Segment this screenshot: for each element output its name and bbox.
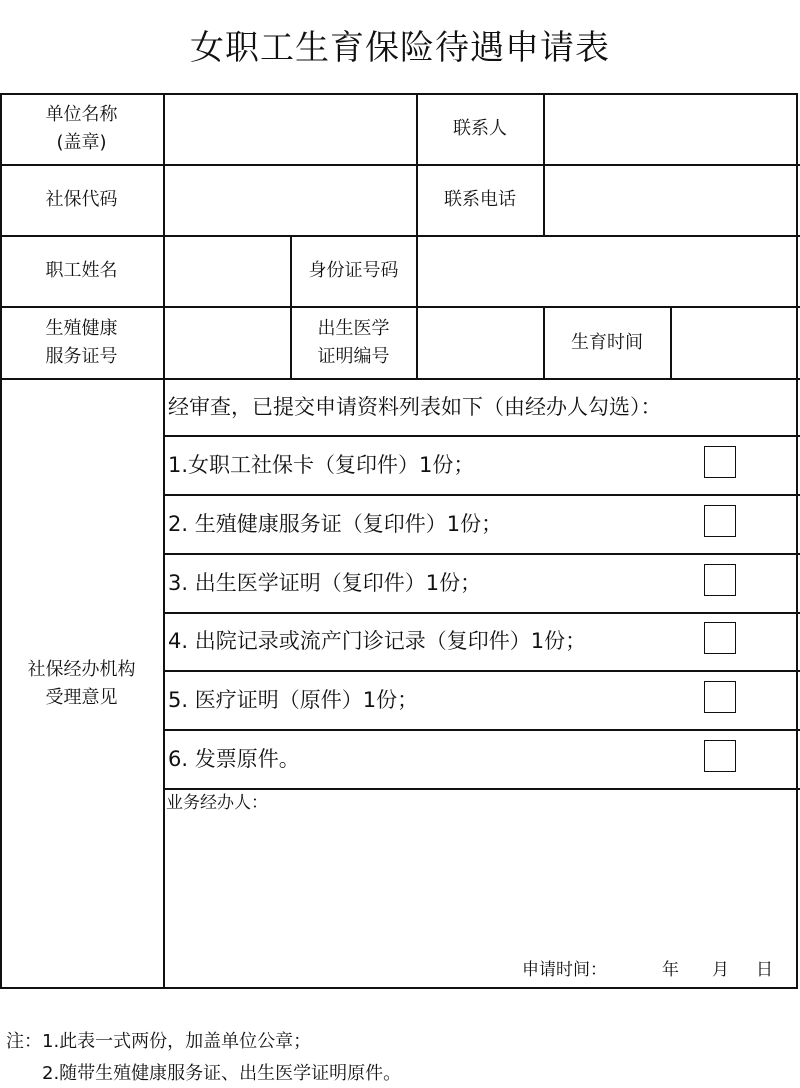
checklist-item-4: 4. 出院记录或流产门诊记录（复印件）1份； bbox=[168, 629, 587, 653]
health-cert-label-line1: 生殖健康 bbox=[45, 317, 118, 339]
id-number-field[interactable] bbox=[418, 237, 797, 305]
day-label: 日 bbox=[756, 960, 773, 980]
checkbox-4[interactable] bbox=[704, 622, 736, 654]
employee-name-field[interactable] bbox=[165, 237, 289, 305]
employee-name-label: 职工姓名 bbox=[45, 260, 118, 281]
contact-person-label: 联系人 bbox=[453, 117, 507, 139]
id-number-label: 身份证号码 bbox=[308, 260, 399, 281]
review-intro: 经审查，已提交申请资料列表如下（由经办人勾选）： bbox=[168, 395, 662, 419]
handler-label: 业务经办人： bbox=[166, 793, 268, 813]
birth-cert-label bbox=[291, 307, 416, 378]
apply-time-label: 申请时间： bbox=[522, 960, 607, 980]
row-divider bbox=[163, 670, 800, 672]
contact-phone-field[interactable] bbox=[545, 166, 797, 234]
agency-opinion-line1: 社保经办机构 bbox=[27, 659, 136, 680]
checklist-item-3: 3. 出生医学证明（复印件）1份； bbox=[168, 571, 482, 595]
unit-name-label bbox=[0, 93, 163, 164]
note-line-2: 2.随带生殖健康服务证、出生医学证明原件。 bbox=[42, 1063, 402, 1084]
birth-cert-field[interactable] bbox=[418, 308, 542, 377]
checklist-item-5: 5. 医疗证明（原件）1份； bbox=[168, 688, 419, 712]
birth-cert-label-line1: 出生医学 bbox=[317, 317, 390, 339]
unit-name-field[interactable] bbox=[165, 95, 415, 163]
health-cert-label bbox=[0, 307, 163, 378]
checklist-item-2: 2. 生殖健康服务证（复印件）1份； bbox=[168, 512, 503, 536]
birth-cert-label-line2: 证明编号 bbox=[317, 345, 390, 367]
notes bbox=[6, 1026, 401, 1088]
contact-person-field[interactable] bbox=[545, 95, 797, 163]
row-divider bbox=[163, 494, 800, 496]
health-cert-field[interactable] bbox=[165, 308, 289, 377]
row-divider bbox=[163, 435, 800, 437]
birth-time-field[interactable] bbox=[672, 308, 797, 377]
checklist-item-1: 1.女职工社保卡（复印件）1份； bbox=[168, 453, 475, 477]
year-label: 年 bbox=[662, 960, 679, 980]
checklist-item-6: 6. 发票原件。 bbox=[168, 747, 300, 771]
row-divider bbox=[163, 788, 800, 790]
checkbox-3[interactable] bbox=[704, 564, 736, 596]
unit-name-label-line1: 单位名称 bbox=[45, 103, 118, 125]
checkbox-5[interactable] bbox=[704, 681, 736, 713]
checkbox-1[interactable] bbox=[704, 446, 736, 478]
unit-name-label-line2: (盖章) bbox=[56, 131, 107, 153]
contact-phone-label: 联系电话 bbox=[444, 189, 516, 210]
row-divider bbox=[163, 729, 800, 731]
month-label: 月 bbox=[712, 960, 729, 980]
row-divider bbox=[163, 553, 800, 555]
note-line-1: 注：1.此表一式两份，加盖单位公章； bbox=[6, 1031, 312, 1052]
checkbox-6[interactable] bbox=[704, 740, 736, 772]
social-code-field[interactable] bbox=[165, 166, 415, 234]
agency-opinion-line2: 受理意见 bbox=[45, 687, 118, 708]
checkbox-2[interactable] bbox=[704, 505, 736, 537]
agency-opinion-label bbox=[0, 380, 163, 988]
social-code-label: 社保代码 bbox=[45, 189, 118, 210]
row-divider bbox=[163, 612, 800, 614]
birth-time-label: 生育时间 bbox=[571, 331, 643, 353]
health-cert-label-line2: 服务证号 bbox=[45, 345, 118, 367]
form-title: 女职工生育保险待遇申请表 bbox=[190, 28, 610, 68]
